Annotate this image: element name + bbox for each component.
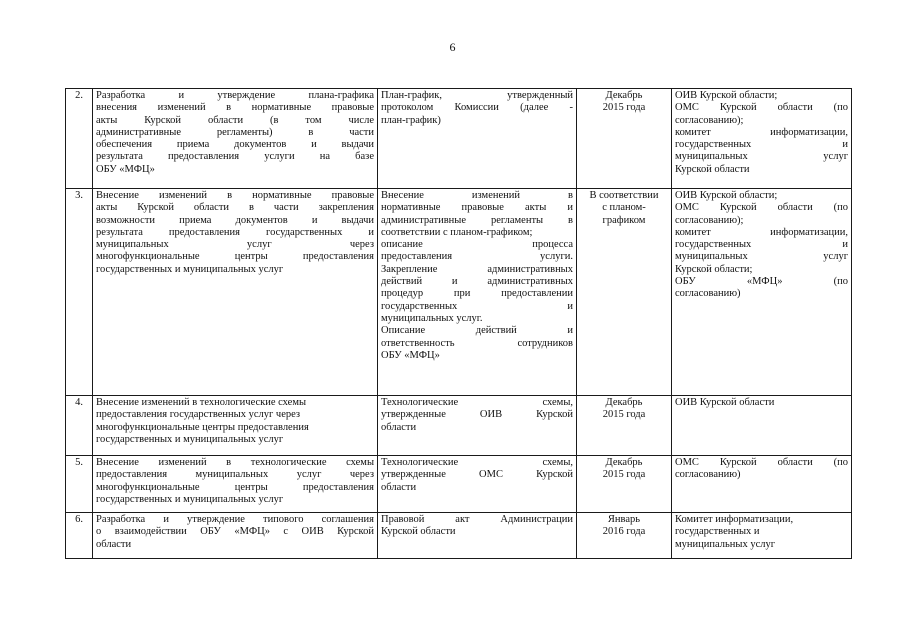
responsible-executors: Комитет информатизации, государственных и муниципальных услуг xyxy=(672,513,852,559)
deadline: Декабрь 2015 года xyxy=(577,89,672,189)
measure-description: Разработка и утверждение типового соглашения о взаимодействии ОБУ «МФЦ» с ОИВ Курской области xyxy=(93,513,378,559)
row-number: 5. xyxy=(66,456,93,513)
deadline: Декабрь 2015 года xyxy=(577,456,672,513)
table-row xyxy=(66,189,852,396)
responsible-executors: ОИВ Курской области; ОМС Курской области (по согласованию); комитет информатизации, государственных и муниципальных услуг Курской области; ОБУ «МФЦ» (по согласованию) xyxy=(672,189,852,396)
expected-result: Технологические схемы, утвержденные ОИВ Курской области xyxy=(378,396,577,456)
table-row xyxy=(66,513,852,559)
page-number: 6 xyxy=(449,40,456,54)
responsible-executors: ОИВ Курской области; ОМС Курской области (по согласованию); комитет информатизации, государственных и муниципальных услуг Курской области xyxy=(672,89,852,189)
action-plan-table xyxy=(65,88,852,559)
row-number: 2. xyxy=(66,89,93,189)
table-row xyxy=(66,89,852,189)
deadline: В соответствии с планом- графиком xyxy=(577,189,672,396)
row-number: 4. xyxy=(66,396,93,456)
expected-result: Технологические схемы, утвержденные ОМС Курской области xyxy=(378,456,577,513)
deadline: Январь 2016 года xyxy=(577,513,672,559)
expected-result: Правовой акт Администрации Курской области xyxy=(378,513,577,559)
expected-result: Внесение изменений в нормативные правовые акты и административные регламенты в соответствии с планом-графиком; описание процесса предоставления услуги. Закрепление административных действий и административных процедур при предоставлении государственных и муниципальных услуг. Описание действий и ответственность сотрудников ОБУ «МФЦ» xyxy=(378,189,577,396)
measure-description: Внесение изменений в технологические схемы предоставления муниципальных услуг через многофункциональные центры предоставления государственных и муниципальных услуг xyxy=(93,456,378,513)
row-number: 6. xyxy=(66,513,93,559)
measure-description: Разработка и утверждение плана-графика внесения изменений в нормативные правовые акты Курской области (в том числе административные регламенты) в части обеспечения приема документов и выдачи результата предоставления услуги на базе ОБУ «МФЦ» xyxy=(93,89,378,189)
table-row xyxy=(66,396,852,456)
responsible-executors: ОМС Курской области (по согласованию) xyxy=(672,456,852,513)
responsible-executors: ОИВ Курской области xyxy=(672,396,852,456)
measure-description: Внесение изменений в технологические схемы предоставления государственных услуг через многофункциональные центры предоставления государственных и муниципальных услуг xyxy=(93,396,378,456)
row-number: 3. xyxy=(66,189,93,396)
table-row xyxy=(66,456,852,513)
measure-description: Внесение изменений в нормативные правовые акты Курской области в части закрепления возможности приема документов и выдачи результата предоставления государственных и муниципальных услуг через многофункциональные центры предоставления государственных и муниципальных услуг xyxy=(93,189,378,396)
expected-result: План-график, утвержденный протоколом Комиссии (далее - план-график) xyxy=(378,89,577,189)
deadline: Декабрь 2015 года xyxy=(577,396,672,456)
